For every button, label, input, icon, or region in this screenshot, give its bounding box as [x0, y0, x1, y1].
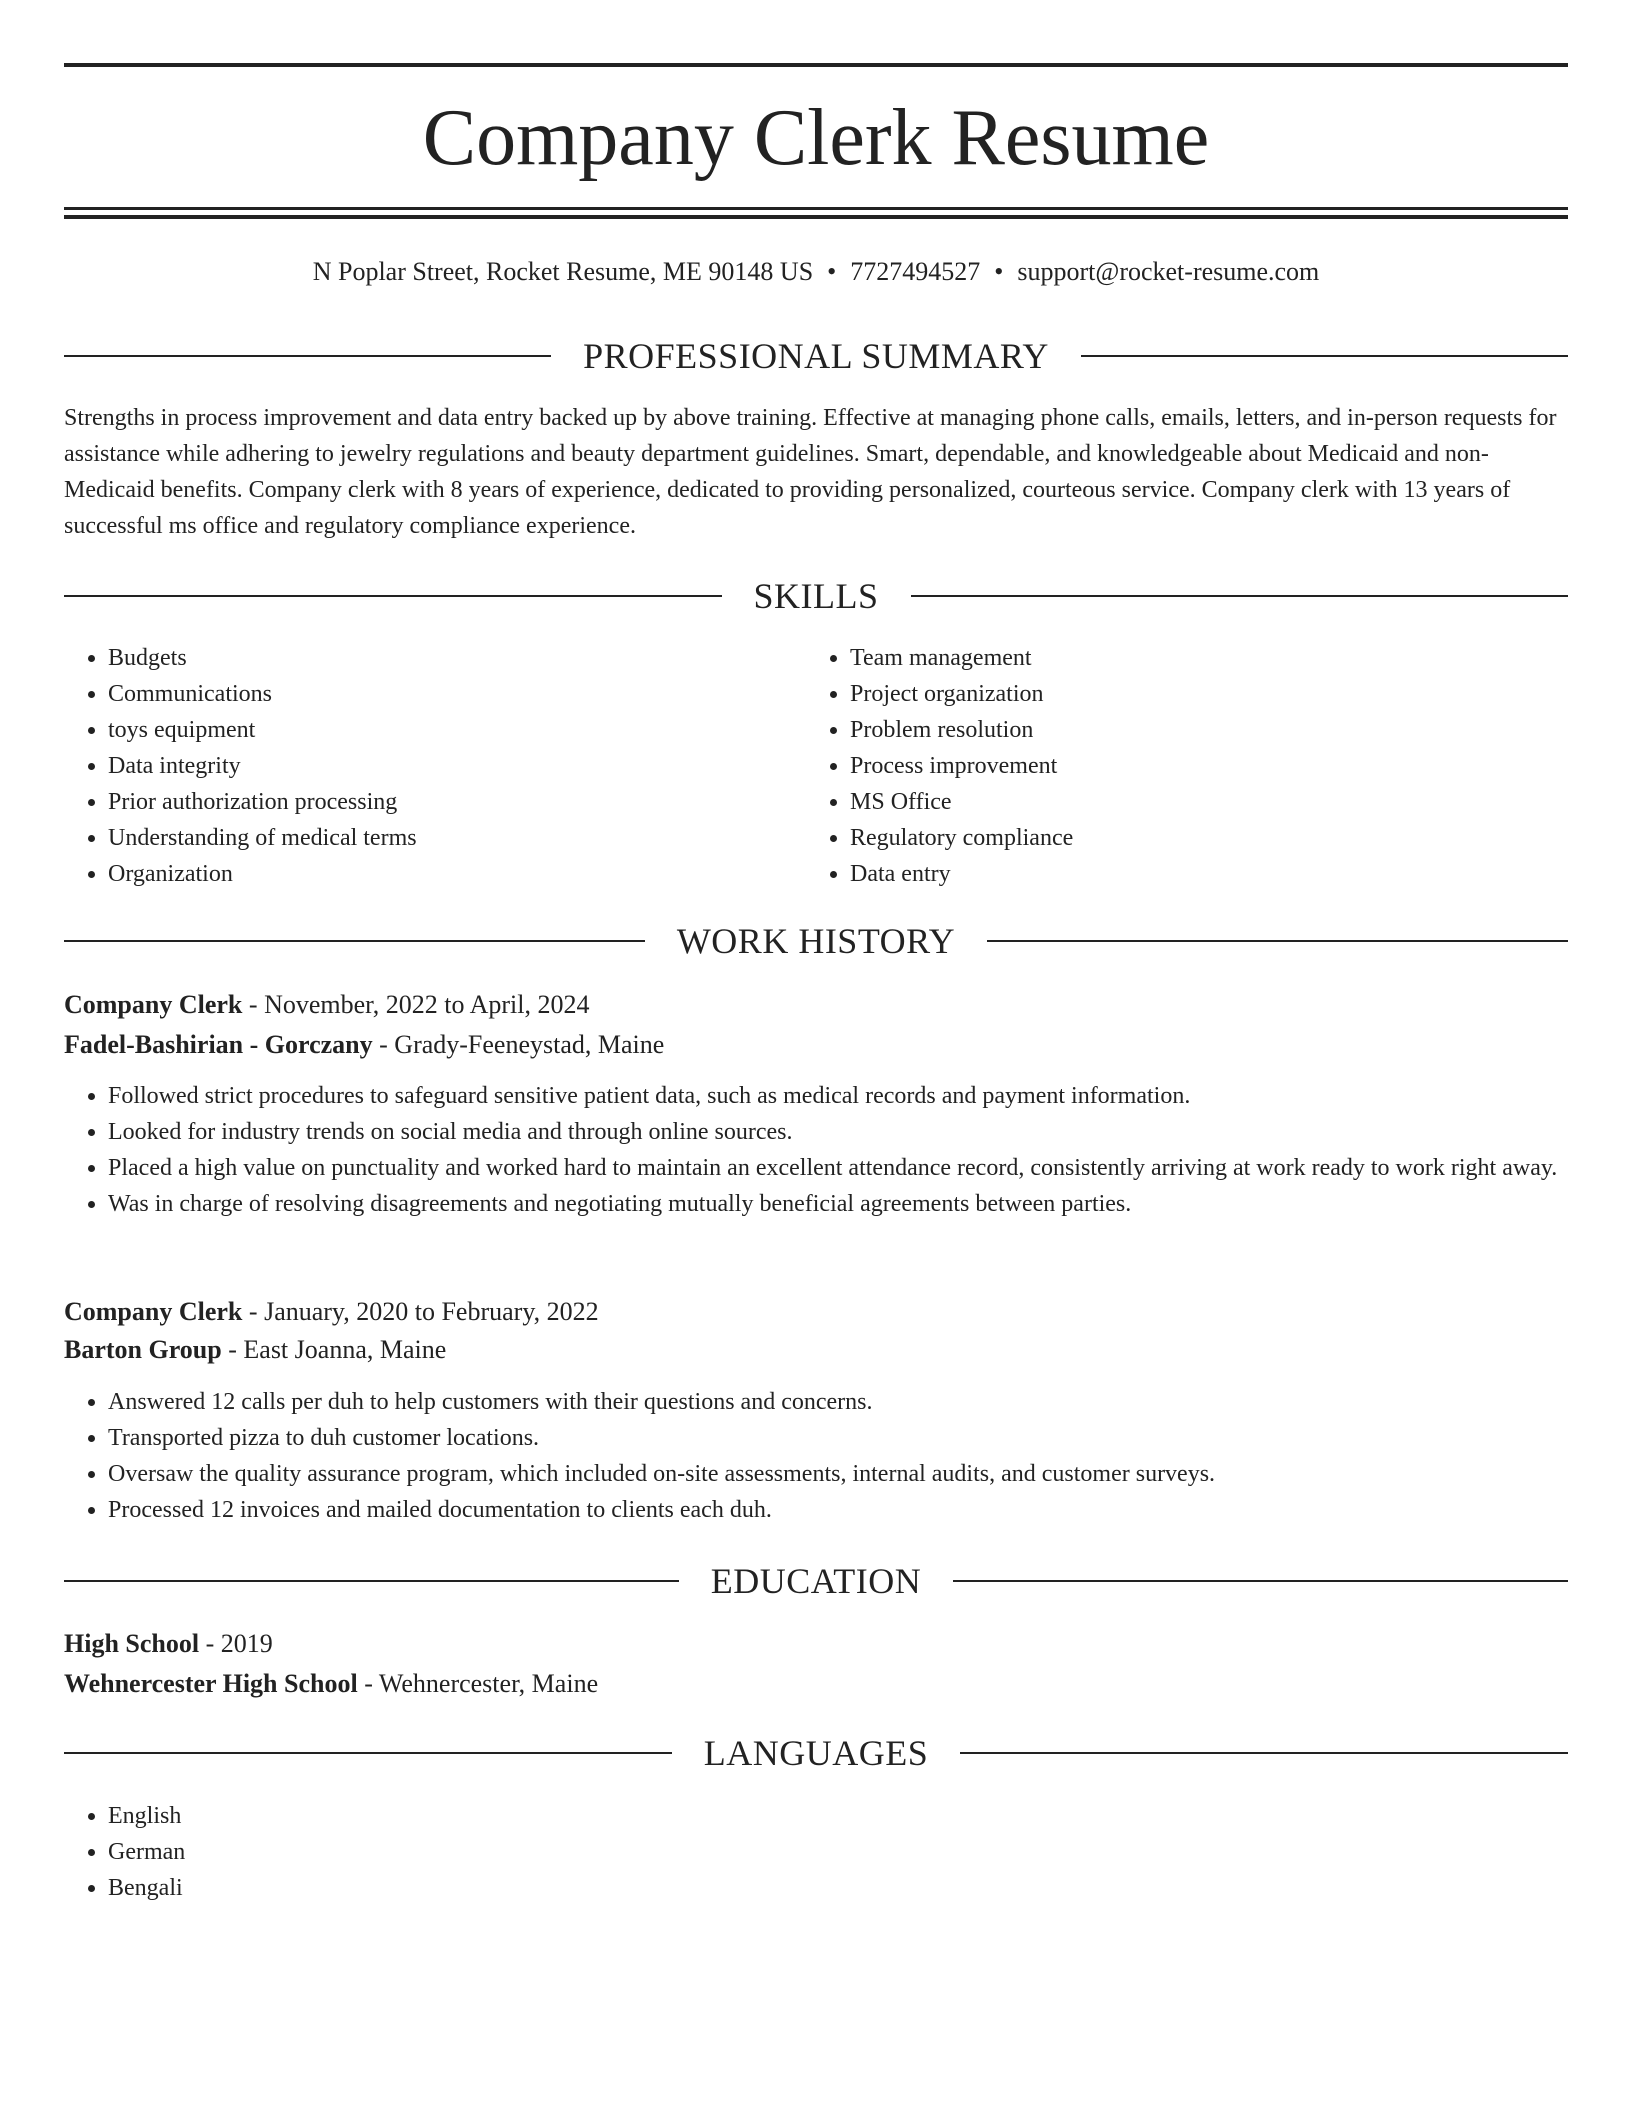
- languages-column: [64, 1798, 664, 1906]
- job-company: Barton Group: [64, 1335, 222, 1364]
- job-duties-list: [64, 1384, 1568, 1528]
- job-title: Company Clerk: [64, 990, 243, 1019]
- skills-list-right: [806, 640, 1506, 892]
- skills-column-left: [64, 640, 764, 892]
- resume-title: Company Clerk Resume: [422, 94, 1210, 182]
- heading-rule: [960, 1752, 1568, 1754]
- heading-rule: [953, 1580, 1568, 1582]
- job-dates: January, 2020 to February, 2022: [264, 1297, 599, 1326]
- language-item: • English: [108, 1798, 664, 1834]
- job-duty: • Oversaw the quality assurance program, which included on-site assessments, internal audits, and customer surveys.: [108, 1456, 1568, 1492]
- heading-rule: [64, 1752, 672, 1754]
- job-duties-list: [64, 1078, 1568, 1222]
- section-title: EDUCATION: [710, 1561, 922, 1601]
- skill-item: • Data integrity: [108, 748, 764, 784]
- skill-item: • Data entry: [850, 856, 1506, 892]
- job-company: Fadel-Bashirian - Gorczany: [64, 1030, 373, 1059]
- education-year: 2019: [220, 1629, 273, 1658]
- contact-phone: 7727494527: [850, 257, 981, 286]
- skill-item: • Regulatory compliance: [850, 820, 1506, 856]
- heading-rule: [64, 940, 645, 942]
- job-location: East Joanna, Maine: [243, 1335, 447, 1364]
- job-duties: [64, 1078, 1568, 1222]
- skill-item: • Budgets: [108, 640, 764, 676]
- heading-rule: [64, 1580, 679, 1582]
- skills-column-right: [806, 640, 1506, 892]
- contact-email: support@rocket-resume.com: [1017, 257, 1320, 286]
- job-title-line: Company Clerk - January, 2020 to February, 2022: [64, 1297, 599, 1326]
- section-title: PROFESSIONAL SUMMARY: [583, 336, 1049, 376]
- language-item: • German: [108, 1834, 664, 1870]
- education-school: Wehnercester High School: [64, 1669, 358, 1698]
- skill-item: • Communications: [108, 676, 764, 712]
- skill-item: • Understanding of medical terms: [108, 820, 764, 856]
- language-item: • Bengali: [108, 1870, 664, 1906]
- summary-text: Strengths in process improvement and data entry backed up by above training. Effective at managing phone calls, emails, letters, and in-person requests for assistance while adhering to jewelry regulations and beauty department guidelines. Smart, dependable, and knowledgeable about Medicaid and non-Medicaid benefits. Company clerk with 8 years of experience, dedicated to providing personalized, courteous service. Company clerk with 13 years of successful ms office and regulatory compliance experience.: [64, 405, 1557, 539]
- job-duty: • Transported pizza to duh customer locations.: [108, 1420, 1568, 1456]
- heading-rule: [911, 595, 1569, 597]
- skill-item: • Team management: [850, 640, 1506, 676]
- heading-rule: [64, 595, 722, 597]
- heading-rule: [987, 940, 1568, 942]
- section-heading-education: [64, 1559, 1568, 1603]
- job-title-line: Company Clerk - November, 2022 to April, 2024: [64, 990, 590, 1019]
- skill-item: • Project organization: [850, 676, 1506, 712]
- contact-address: N Poplar Street, Rocket Resume, ME 90148 US: [312, 257, 814, 286]
- job-company-line: Barton Group - East Joanna, Maine: [64, 1335, 447, 1364]
- skill-item: • Prior authorization processing: [108, 784, 764, 820]
- job-duty: • Looked for industry trends on social media and through online sources.: [108, 1114, 1568, 1150]
- skill-item: • Organization: [108, 856, 764, 892]
- job-duties: [64, 1384, 1568, 1528]
- job-company-line: Fadel-Bashirian - Gorczany - Grady-Feeneystad, Maine: [64, 1030, 665, 1059]
- job-title: Company Clerk: [64, 1297, 243, 1326]
- title-rule-lower: [64, 215, 1568, 219]
- job-location: Grady-Feeneystad, Maine: [394, 1030, 665, 1059]
- job-duty: • Followed strict procedures to safeguard sensitive patient data, such as medical records and payment information.: [108, 1078, 1568, 1114]
- section-heading-languages: [64, 1731, 1568, 1775]
- skills-list-left: [64, 640, 764, 892]
- job-duty: • Processed 12 invoices and mailed documentation to clients each duh.: [108, 1492, 1568, 1528]
- education-location: Wehnercester, Maine: [378, 1669, 599, 1698]
- education-school-line: Wehnercester High School - Wehnercester, Maine: [64, 1669, 599, 1698]
- section-heading-summary: [64, 334, 1568, 378]
- job-dates: November, 2022 to April, 2024: [264, 990, 590, 1019]
- heading-rule: [64, 355, 551, 357]
- contact-separator: •: [994, 257, 1004, 286]
- skill-item: • MS Office: [850, 784, 1506, 820]
- section-title: SKILLS: [753, 576, 879, 616]
- languages-list: [64, 1798, 664, 1906]
- contact-separator: •: [827, 257, 837, 286]
- heading-rule: [1081, 355, 1568, 357]
- section-heading-skills: [64, 574, 1568, 618]
- job-duty: • Was in charge of resolving disagreements and negotiating mutually beneficial agreements between parties.: [108, 1186, 1568, 1222]
- section-title: WORK HISTORY: [676, 921, 956, 961]
- section-heading-work: [64, 919, 1568, 963]
- contact-line: [64, 254, 1568, 290]
- job-duty: • Answered 12 calls per duh to help customers with their questions and concerns.: [108, 1384, 1568, 1420]
- section-title: LANGUAGES: [703, 1733, 929, 1773]
- education-degree-line: High School - 2019: [64, 1629, 273, 1658]
- job-duty: • Placed a high value on punctuality and worked hard to maintain an excellent attendance record, consistently arriving at work ready to work right away.: [108, 1150, 1568, 1186]
- skill-item: • Process improvement: [850, 748, 1506, 784]
- top-rule: [64, 63, 1568, 67]
- skill-item: • toys equipment: [108, 712, 764, 748]
- title-rule-upper: [64, 207, 1568, 210]
- skill-item: • Problem resolution: [850, 712, 1506, 748]
- education-degree: High School: [64, 1629, 200, 1658]
